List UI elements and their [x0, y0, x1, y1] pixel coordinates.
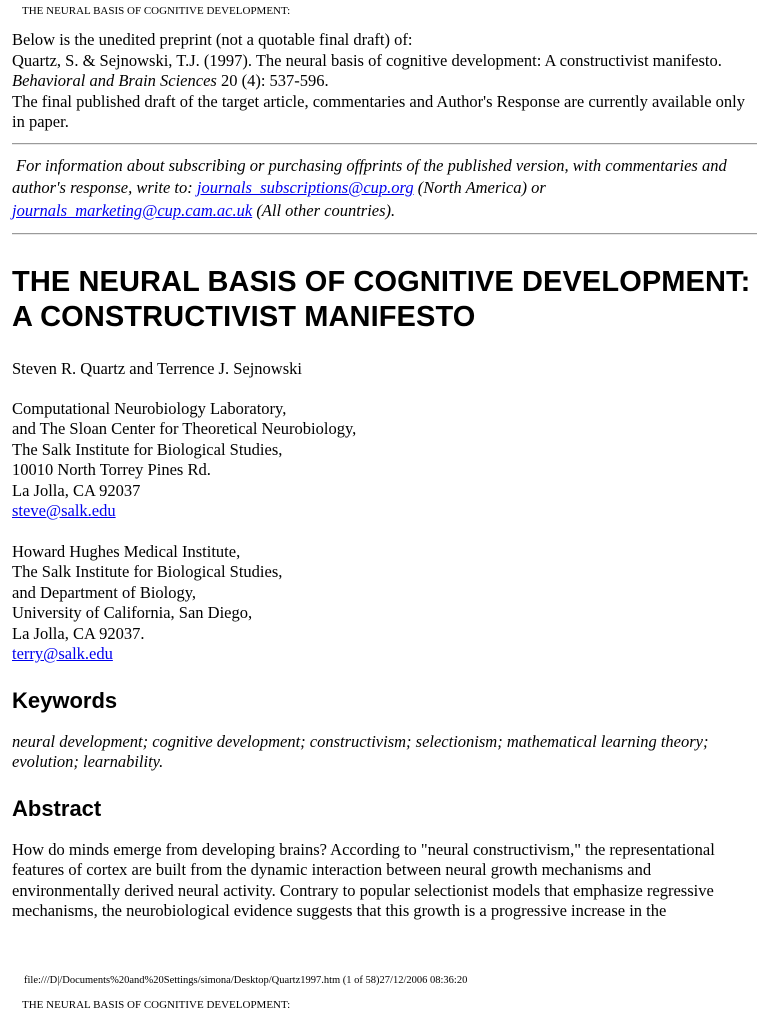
document-body: [12, 30, 757, 922]
subscription-info: [12, 155, 757, 223]
authors: Steven R. Quartz and Terrence J. Sejnowski: [12, 359, 302, 378]
divider: [12, 143, 757, 145]
affiliation-line: The Salk Institute for Biological Studies,: [12, 562, 283, 581]
affiliation-line: and The Sloan Center for Theoretical Neurobiology,: [12, 419, 357, 438]
running-header: THE NEURAL BASIS OF COGNITIVE DEVELOPMENT:: [22, 5, 291, 17]
citation-line: Quartz, S. & Sejnowski, T.J. (1997). The neural basis of cognitive development: A constructivist manifesto.: [12, 50, 722, 70]
affiliation-block-1: [12, 399, 757, 522]
affiliation-line: Computational Neurobiology Laboratory,: [12, 398, 287, 418]
affiliation-line: La Jolla, CA 92037: [12, 480, 141, 500]
affiliation-line: Howard Hughes Medical Institute,: [12, 541, 241, 561]
author-email-link-terry[interactable]: terry@salk.edu: [12, 644, 113, 663]
abstract-text: How do minds emerge from developing brains? According to "neural constructivism," the representational features of cortex are built from the dynamic interaction between neural growth mechanisms and environmentally derived neural activity. Contrary to popular selectionist models that emphasize regressive mechanisms, the neurobiological evidence suggests that this growth is a progressive increase in the: [12, 839, 715, 920]
subscription-text-2: (North America) or: [413, 178, 546, 197]
print-footer-path: file:///D|/Documents%20and%20Settings/simona/Desktop/Quartz1997.htm (1 of 58)27/12/2006 08:36:20: [24, 975, 468, 986]
journal-name: Behavioral and Brain Sciences: [12, 71, 217, 90]
subscriptions-email-link[interactable]: journals_subscriptions@cup.org: [196, 178, 414, 197]
preprint-notice: [12, 30, 757, 133]
journal-volume: 20 (4): 537-596.: [216, 71, 329, 90]
keywords-text: neural development; cognitive development; constructivism; selectionism; mathematical learning theory; evolution; learnability.: [12, 731, 709, 771]
affiliation-line: La Jolla, CA 92037.: [12, 623, 145, 643]
divider: [12, 233, 757, 235]
subscription-text-1: For information about subscribing or purchasing offprints of the published version, with commentaries and author's response, write to:: [12, 155, 727, 197]
availability-note: The final published draft of the target article, commentaries and Author's Response are currently available only in paper.: [12, 91, 746, 131]
citation-journal-line: [12, 71, 757, 92]
subscription-text-3: (All other countries).: [252, 200, 396, 220]
author-email-link-steve[interactable]: steve@salk.edu: [12, 501, 116, 520]
keywords-heading: Keywords: [12, 687, 118, 713]
article-title: THE NEURAL BASIS OF COGNITIVE DEVELOPMENT: A CONSTRUCTIVIST MANIFESTO: [12, 266, 751, 333]
abstract-heading: Abstract: [12, 795, 102, 821]
affiliation-line: 10010 North Torrey Pines Rd.: [12, 460, 211, 479]
marketing-email-link[interactable]: journals_marketing@cup.cam.ac.uk: [12, 200, 253, 220]
affiliation-line: University of California, San Diego,: [12, 603, 253, 622]
preprint-line-1: Below is the unedited preprint (not a quotable final draft) of:: [12, 30, 413, 49]
affiliation-line: The Salk Institute for Biological Studies,: [12, 439, 283, 459]
affiliation-line: and Department of Biology,: [12, 582, 197, 602]
running-header-next-page: THE NEURAL BASIS OF COGNITIVE DEVELOPMENT:: [22, 999, 291, 1011]
affiliation-block-2: [12, 542, 757, 665]
